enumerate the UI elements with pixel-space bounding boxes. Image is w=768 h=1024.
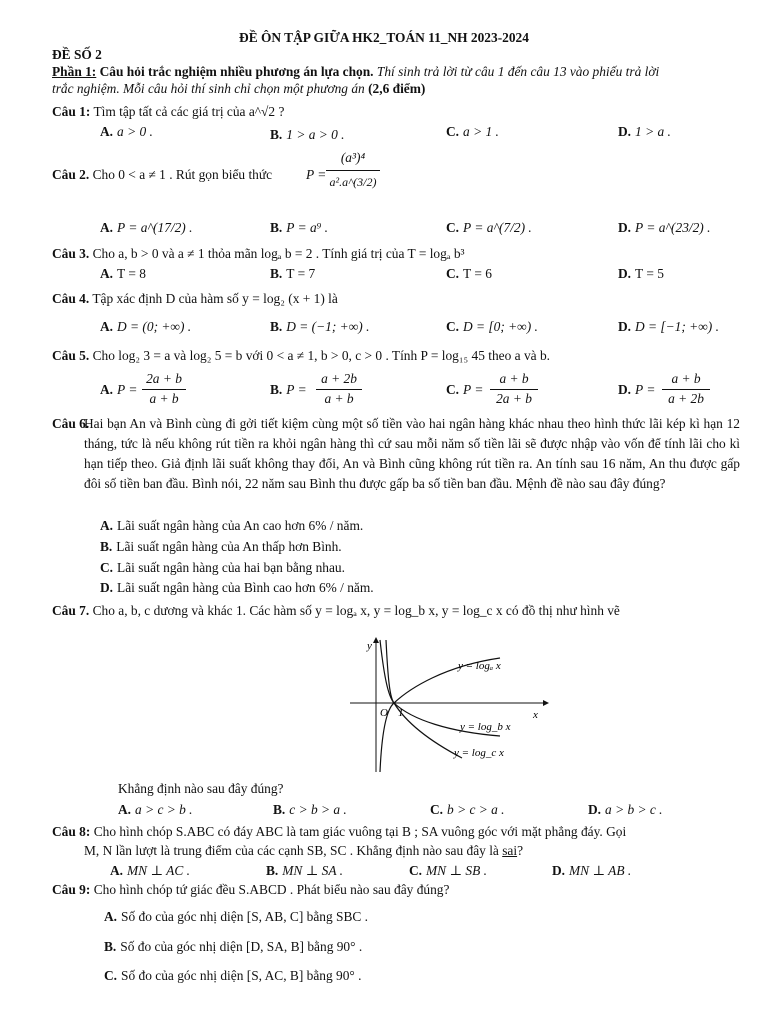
option-text: P = a⁹ . [286, 220, 328, 235]
option-b[interactable] [270, 266, 315, 282]
question-text: Cho a, b > 0 và a ≠ 1 thỏa mãn logₐ b = 2 . Tính giá trị của T = logₐ b³ [92, 246, 465, 261]
question-text: Tập xác định D của hàm số y = log₂ (x + 1) là [92, 291, 338, 306]
option-d[interactable] [100, 580, 374, 596]
option-label: B. [104, 939, 117, 954]
emphasis-underline: sai [502, 843, 518, 858]
exam-number: ĐỀ SỐ 2 [52, 47, 102, 62]
option-text: a > 0 . [117, 124, 153, 139]
fraction-numerator: a + b [671, 371, 701, 386]
option-label: D. [588, 802, 602, 817]
option-b[interactable] [104, 939, 362, 955]
option-text: Lãi suất ngân hàng của Bình cao hơn 6% / năm. [117, 580, 374, 595]
option-d[interactable] [618, 124, 671, 140]
option-label: B. [270, 319, 283, 334]
option-a[interactable] [118, 802, 193, 818]
option-text: b > c > a . [447, 802, 505, 817]
option-text: P = a^(17/2) . [117, 220, 193, 235]
question-text: Cho log₂ 3 = a và log₂ 5 = b với 0 < a ≠ 1, b > 0, c > 0 . Tính P = log₁₅ 45 theo a và b. [92, 348, 550, 363]
option-label: B. [270, 220, 283, 235]
fraction-denominator: a + b [149, 391, 179, 406]
option-label: A. [110, 863, 124, 878]
log-graph [350, 636, 550, 776]
curve-b-label: y = log_b x [460, 721, 511, 733]
option-text: MN ⊥ SA . [282, 863, 343, 878]
option-text: T = 6 [463, 266, 492, 281]
option-a[interactable] [100, 266, 146, 282]
option-text: c > b > a . [289, 802, 347, 817]
option-label: D. [618, 382, 632, 397]
option-d[interactable] [552, 863, 631, 879]
option-a[interactable] [100, 518, 363, 534]
question-5 [52, 348, 550, 364]
option-text: Số đo của góc nhị diện [S, AC, B] bằng 90° . [121, 968, 362, 983]
question-number: Câu 2. [52, 167, 90, 182]
origin-label: O [380, 707, 388, 719]
option-label: B. [270, 127, 283, 142]
question-text: Cho hình chóp tứ giác đều S.ABCD . Phát biểu nào sau đây đúng? [93, 882, 450, 897]
option-label: A. [104, 909, 118, 924]
option-label: C. [104, 968, 118, 983]
option-a[interactable] [100, 124, 153, 140]
part1-label: Phần 1: [52, 64, 97, 79]
option-label: C. [100, 560, 114, 575]
option-a[interactable] [100, 382, 137, 398]
question-number: Câu 9: [52, 882, 91, 897]
question-text: Cho 0 < a ≠ 1 . Rút gọn biểu thức [92, 167, 273, 182]
option-label: A. [100, 518, 114, 533]
question-8-line1 [52, 824, 626, 840]
option-text: D = [0; +∞) . [463, 319, 538, 334]
option-text: T = 7 [286, 266, 316, 281]
option-a[interactable] [100, 319, 191, 335]
option-a[interactable] [100, 220, 192, 236]
option-text: T = 8 [117, 266, 146, 281]
fraction-denominator: a + b [324, 391, 354, 406]
x-axis-label: x [533, 709, 538, 721]
option-label: C. [446, 382, 460, 397]
option-text: MN ⊥ AC . [127, 863, 190, 878]
option-label: C. [446, 266, 460, 281]
option-text: a > c > b . [135, 802, 193, 817]
option-b[interactable] [273, 802, 347, 818]
question-7 [52, 603, 620, 619]
option-b[interactable] [270, 319, 369, 335]
question-number: Câu 5. [52, 348, 90, 363]
option-label: D. [618, 124, 632, 139]
option-b[interactable] [270, 220, 328, 236]
option-c[interactable] [446, 220, 532, 236]
option-label: A. [100, 124, 114, 139]
fraction-numerator: a + b [499, 371, 529, 386]
option-text: 1 > a . [635, 124, 671, 139]
part1-line1 [52, 64, 659, 80]
option-c[interactable] [409, 863, 487, 879]
option-label: D. [100, 580, 114, 595]
option-label: C. [446, 220, 460, 235]
expression-lhs: P = [306, 167, 327, 182]
option-label: A. [100, 382, 114, 397]
option-label: B. [266, 863, 279, 878]
option-text: MN ⊥ SB . [426, 863, 487, 878]
part1-line2 [52, 81, 425, 97]
option-text: Số đo của góc nhị diện [D, SA, B] bằng 90° . [120, 939, 363, 954]
option-label: A. [100, 220, 114, 235]
option-d[interactable] [588, 802, 663, 818]
curve-log-c [386, 640, 462, 758]
question-1 [52, 104, 284, 120]
option-text: T = 5 [635, 266, 664, 281]
y-axis-label: y [367, 640, 372, 652]
fraction-bar [490, 389, 538, 390]
option-label: D. [618, 319, 632, 334]
option-d[interactable] [618, 220, 710, 236]
fraction-bar [326, 170, 380, 171]
question-9 [52, 882, 449, 898]
question-number: Câu 8: [52, 824, 91, 839]
option-label: B. [273, 802, 286, 817]
question-text: M, N lần lượt là trung điểm của các cạnh SB, SC . Khẳng định nào sau đây là [84, 843, 503, 858]
option-label: C. [446, 319, 460, 334]
fraction-bar [142, 389, 186, 390]
option-text: Số đo của góc nhị diện [S, AB, C] bằng SBC . [121, 909, 369, 924]
fraction-bar [662, 389, 710, 390]
one-label: 1 [398, 707, 404, 719]
part1-points: (2,6 điểm) [368, 81, 426, 96]
option-label: C. [409, 863, 423, 878]
option-b[interactable] [270, 382, 307, 398]
question-text: Cho a, b, c dương và khác 1. Các hàm số y = logₐ x, y = log_b x, y = log_c x có đồ thị như hình vẽ [92, 603, 620, 618]
question-number: Câu 1: [52, 104, 91, 119]
fraction-numerator: a + 2b [321, 371, 357, 386]
question-7-prompt: Khẳng định nào sau đây đúng? [118, 781, 284, 796]
option-text: D = (0; +∞) . [117, 319, 192, 334]
option-text: Lãi suất ngân hàng của hai bạn bằng nhau. [117, 560, 345, 575]
option-b[interactable] [270, 127, 345, 143]
question-3 [52, 246, 465, 262]
option-d[interactable] [618, 266, 664, 282]
question-8-line2 [84, 843, 523, 859]
option-text: D = (−1; +∞) . [286, 319, 370, 334]
option-a[interactable] [110, 863, 190, 879]
option-a[interactable] [104, 909, 368, 925]
option-lhs: P = [463, 382, 484, 397]
option-text: P = a^(7/2) . [463, 220, 532, 235]
option-lhs: P = [286, 382, 307, 397]
fraction-denominator: a + 2b [668, 391, 704, 406]
curve-a-label: y = logₐ x [458, 660, 501, 672]
question-4 [52, 291, 338, 307]
fraction-numerator: 2a + b [146, 371, 182, 386]
option-label: C. [446, 124, 460, 139]
option-label: C. [430, 802, 444, 817]
curve-c-label: y = log_c x [454, 747, 504, 759]
question-number: Câu 6. [52, 416, 90, 431]
option-c[interactable] [100, 560, 345, 576]
exam-title: ĐỀ ÔN TẬP GIỮA HK2_TOÁN 11_NH 2023-2024 [239, 30, 529, 45]
question-text: Tìm tập tất cả các giá trị của a^√2 ? [93, 104, 285, 119]
part1-instruction-2: trắc nghiệm. Mỗi câu hỏi thí sinh chỉ chọn một phương án [52, 81, 365, 96]
option-text: Lãi suất ngân hàng của An thấp hơn Bình. [116, 539, 342, 554]
option-label: D. [552, 863, 566, 878]
option-text: P = a^(23/2) . [635, 220, 711, 235]
option-text: MN ⊥ AB . [569, 863, 632, 878]
option-c[interactable] [104, 968, 361, 984]
option-text: Lãi suất ngân hàng của An cao hơn 6% / năm. [117, 518, 364, 533]
question-text: Cho hình chóp S.ABC có đáy ABC là tam giác vuông tại B ; SA vuông góc với mặt phẳng đáy. Gọi [93, 824, 627, 839]
option-c[interactable] [446, 319, 538, 335]
option-text: a > 1 . [463, 124, 499, 139]
option-label: D. [618, 266, 632, 281]
fraction-bar [316, 389, 362, 390]
option-label: A. [100, 319, 114, 334]
part1-heading: Câu hỏi trắc nghiệm nhiều phương án lựa chọn. [99, 64, 374, 79]
option-lhs: P = [117, 382, 138, 397]
fraction-denominator: 2a + b [496, 391, 532, 406]
option-d[interactable] [618, 319, 719, 335]
option-c[interactable] [446, 382, 483, 398]
question-number: Câu 3. [52, 246, 90, 261]
option-b[interactable] [100, 539, 342, 555]
option-label: A. [100, 266, 114, 281]
option-label: B. [270, 382, 283, 397]
option-d[interactable] [618, 382, 655, 398]
option-lhs: P = [635, 382, 656, 397]
option-label: B. [270, 266, 283, 281]
option-text: 1 > a > 0 . [286, 127, 345, 142]
option-label: A. [118, 802, 132, 817]
option-c[interactable] [446, 266, 492, 282]
part1-instruction-1: Thí sinh trả lời từ câu 1 đến câu 13 vào phiếu trả lời [376, 64, 660, 79]
question-number: Câu 4. [52, 291, 90, 306]
option-c[interactable] [430, 802, 505, 818]
option-b[interactable] [266, 863, 343, 879]
option-label: B. [100, 539, 113, 554]
question-2 [52, 167, 272, 183]
expression-numerator: (a³)⁴ [340, 150, 366, 165]
question-text: ? [517, 843, 524, 858]
option-c[interactable] [446, 124, 499, 140]
option-text: D = [−1; +∞) . [635, 319, 719, 334]
question-6-text: Hai bạn An và Bình cùng đi gởi tiết kiệm cùng một số tiền vào hai ngân hàng khác nhau theo hình thức lãi kép kì hạn 12 tháng, tức là nếu không rút tiền ra khỏi ngân hàng thì cứ sau mỗi năm số tiền lãi sẽ được nhập vào vốn để tính lãi cho kì hạn tiếp theo. Giả định lãi suất không thay đổi, An và Bình cũng không rút tiền ra. An tính sau 16 năm, An thu được gấp đôi số tiền ban đầu. Bình nói, 22 năm sau Bình thu được gấp ba số tiền ban đầu. Mệnh đề nào sau đây đúng? [84, 416, 740, 491]
option-text: a > b > c . [605, 802, 663, 817]
question-number: Câu 7. [52, 603, 90, 618]
expression-denominator: a².a^(3/2) [329, 175, 377, 189]
option-label: D. [618, 220, 632, 235]
